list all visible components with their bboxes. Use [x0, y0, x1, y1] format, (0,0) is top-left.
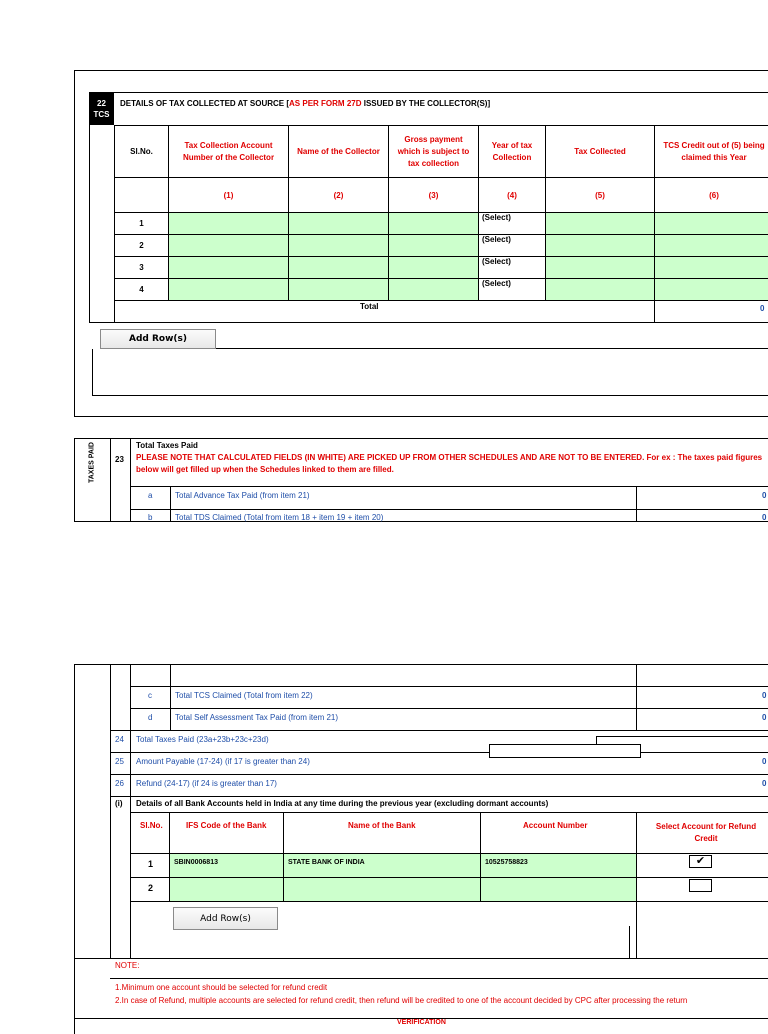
taxes-paid-item-letter: a [148, 491, 153, 500]
tcs-colnum-5: (5) [545, 177, 655, 213]
row-c-top [130, 686, 768, 687]
taxes-paid-title: Total Taxes Paid [136, 441, 198, 450]
tcs-row-tax-input[interactable] [545, 256, 655, 279]
row-24-top [110, 730, 768, 731]
notes-divider [110, 978, 768, 979]
tcs-row-slno: 1 [114, 212, 169, 235]
bank-item-no: (i) [115, 799, 123, 808]
taxes-paid-side-label: TAXES PAID [88, 442, 96, 484]
taxes-paid-item-label: Total Advance Tax Paid (from item 21) [175, 491, 310, 500]
bank-header-bank-name: Name of the Bank [283, 812, 481, 854]
summary-24-inner-box [489, 744, 641, 758]
tcs-row-tax-input[interactable] [545, 212, 655, 235]
tcs-header-tan: Tax Collection Account Number of the Collector [168, 125, 289, 178]
bank-row-slno: 1 [130, 853, 170, 878]
tcs-row-year-select[interactable]: (Select) [478, 278, 546, 301]
bank-footer-mark [629, 926, 630, 958]
notes-heading: NOTE: [115, 961, 140, 970]
tcs-header-row [114, 125, 768, 213]
tcs-row-collector-input[interactable] [288, 234, 389, 257]
taxes-paid-item-label: Total TDS Claimed (Total from item 18 + item 19 + item 20) [175, 513, 384, 522]
tcs-title [120, 99, 490, 108]
notes-line-2: 2.In case of Refund, multiple accounts are selected for refund credit, then refund will be credited to one of the account decided by CPC after processing the return [115, 996, 688, 1005]
tcs-header-tax-collected: Tax Collected [545, 125, 655, 178]
tcs-header-year: Year of tax Collection [478, 125, 546, 178]
tcs-row-tan-input[interactable] [168, 234, 289, 257]
summary-no-divider [130, 730, 131, 796]
summary-item-label: Refund (24-17) (if 24 is greater than 17) [136, 779, 277, 788]
tcs-row-tan-input[interactable] [168, 212, 289, 235]
tcs-section-badge [89, 92, 114, 125]
tcs-row-gross-input[interactable] [388, 234, 479, 257]
summary-24-value-box [596, 736, 768, 744]
row-26-top [110, 774, 768, 775]
notes-line-1: 1.Minimum one account should be selected for refund credit [115, 983, 328, 992]
block2-divider-1 [110, 664, 111, 958]
tcs-row-year-select[interactable]: (Select) [478, 234, 546, 257]
bank-add-row-button[interactable]: Add Row(s) [173, 907, 278, 930]
tcs-row-year-select[interactable]: (Select) [478, 212, 546, 235]
tcs-row-gross-input[interactable] [388, 256, 479, 279]
tcs-total-box [654, 300, 768, 323]
taxes-paid-note: PLEASE NOTE THAT CALCULATED FIELDS (IN WHITE) ARE PICKED UP FROM OTHER SCHEDULES AND ARE NOT TO BE ENTERED. For ex : The taxes paid figures below will get filled up when the Schedules linked to them are filled. [136, 453, 763, 474]
tcs-title-prefix: DETAILS OF TAX COLLECTED AT SOURCE [ [120, 99, 290, 108]
tcs-row-slno: 3 [114, 256, 169, 279]
tcs-row-collector-input[interactable] [288, 278, 389, 301]
tcs-colnum-6: (6) [654, 177, 768, 213]
tcs-total-value: 0 [760, 304, 765, 313]
tcs-add-row-left [92, 349, 93, 396]
tcs-row-collector-input[interactable] [288, 212, 389, 235]
tcs-row-tan-input[interactable] [168, 256, 289, 279]
tcs-add-row-bottom [92, 395, 768, 396]
tcs-row-tax-input[interactable] [545, 234, 655, 257]
check-icon: ✔ [695, 855, 706, 867]
tcs-row-credit-input[interactable] [654, 212, 768, 235]
summary-item-label: Amount Payable (17-24) (if 17 is greater than 24) [136, 757, 310, 766]
taxes-paid-item-label: Total Self Assessment Tax Paid (from item 21) [175, 713, 339, 722]
taxes-paid-item-value: 0 [762, 713, 767, 722]
summary-item-value: 0 [762, 779, 767, 788]
tcs-row-slno: 2 [114, 234, 169, 257]
summary-item-no: 24 [115, 735, 124, 744]
tcs-row [114, 212, 768, 235]
tcs-section-number: 22 [97, 98, 106, 108]
taxes-paid-item-no: 23 [115, 455, 124, 464]
tcs-header-gross-payment: Gross payment which is subject to tax collection [388, 125, 479, 178]
bank-header-slno: Sl.No. [130, 812, 170, 854]
tcs-add-row-button[interactable]: Add Row(s) [100, 329, 216, 349]
tcs-total-label: Total [360, 302, 379, 311]
summary-item-no: 26 [115, 779, 124, 788]
bank-top [110, 796, 768, 797]
tcs-title-form: AS PER FORM 27D [289, 99, 362, 108]
tcs-row [114, 278, 768, 301]
taxes-paid-item-label: Total TCS Claimed (Total from item 22) [175, 691, 313, 700]
taxes-paid-item-value: 0 [762, 691, 767, 700]
bank-header-account-number: Account Number [480, 812, 637, 854]
bank-title: Details of all Bank Accounts held in India at any time during the previous year (excluding dormant accounts) [136, 799, 549, 808]
taxes-paid-row-b-top [130, 509, 768, 510]
tcs-top-line [89, 92, 768, 93]
block2-divider-4 [636, 664, 637, 730]
tcs-section-code: TCS [93, 109, 110, 119]
block2-divider-3 [170, 664, 171, 730]
tcs-left-border [89, 92, 90, 322]
summary-item-label: Total Taxes Paid (23a+23b+23c+23d) [136, 735, 269, 744]
taxes-paid-divider-1 [110, 438, 111, 522]
bank-row-ifsc-input[interactable] [169, 877, 284, 902]
tcs-row-slno: 4 [114, 278, 169, 301]
tcs-row [114, 234, 768, 257]
refund-account-checkbox[interactable] [689, 855, 712, 868]
bank-row-bank-name-input[interactable] [283, 877, 481, 902]
taxes-paid-item-letter: d [148, 713, 153, 722]
taxes-paid-item-letter: c [148, 691, 152, 700]
bank-row-account-input[interactable]: 10525758823 [480, 853, 637, 878]
tcs-row-gross-input[interactable] [388, 278, 479, 301]
tcs-add-row-line [216, 348, 768, 349]
row-25-top [110, 752, 768, 753]
tcs-row-credit-input[interactable] [654, 278, 768, 301]
tcs-colnum-2: (2) [288, 177, 389, 213]
bank-footer-divider [636, 901, 637, 958]
bank-row-ifsc-input[interactable]: SBIN0006813 [169, 853, 284, 878]
tcs-row-credit-input[interactable] [654, 234, 768, 257]
bank-row-slno: 2 [130, 877, 170, 902]
taxes-paid-item-value: 0 [762, 491, 767, 500]
tcs-header-collector-name: Name of the Collector [288, 125, 389, 178]
summary-item-value: 0 [762, 757, 767, 766]
tcs-header-slno: Sl.No. [114, 125, 169, 178]
notes-top [74, 958, 768, 959]
verification-heading: VERIFICATION [397, 1019, 446, 1026]
tcs-row [114, 256, 768, 279]
bank-table [130, 812, 768, 958]
tcs-row-credit-input[interactable] [654, 256, 768, 279]
bank-row-bank-name-input[interactable]: STATE BANK OF INDIA [283, 853, 481, 878]
taxes-paid-item-letter: b [148, 513, 153, 522]
bank-row-account-input[interactable] [480, 877, 637, 902]
tcs-header-credit-claimed: TCS Credit out of (5) being claimed this Year [654, 125, 768, 178]
tcs-colnum-3: (3) [388, 177, 479, 213]
bank-header-ifsc: IFS Code of the Bank [169, 812, 284, 854]
taxes-paid-row-a-top [130, 486, 768, 487]
taxes-paid-letter-divider [170, 486, 171, 522]
block2-divider-2 [130, 664, 131, 730]
summary-item-no: 25 [115, 757, 124, 766]
tcs-row-tan-input[interactable] [168, 278, 289, 301]
taxes-paid-value-divider [636, 486, 637, 522]
bank-header-refund-select: Select Account for Refund Credit [636, 812, 768, 854]
tcs-title-suffix: ISSUED BY THE COLLECTOR(S)] [361, 99, 491, 108]
tcs-row-collector-input[interactable] [288, 256, 389, 279]
taxes-paid-item-value: 0 [762, 513, 767, 522]
tcs-colnum-slno [114, 177, 169, 213]
row-d-top [130, 708, 768, 709]
tcs-row-year-select[interactable]: (Select) [478, 256, 546, 279]
tcs-colnum-1: (1) [168, 177, 289, 213]
tcs-colnum-4: (4) [478, 177, 546, 213]
tcs-row-gross-input[interactable] [388, 212, 479, 235]
refund-account-checkbox[interactable] [689, 879, 712, 892]
tcs-row-tax-input[interactable] [545, 278, 655, 301]
tcs-total-left [114, 300, 115, 322]
